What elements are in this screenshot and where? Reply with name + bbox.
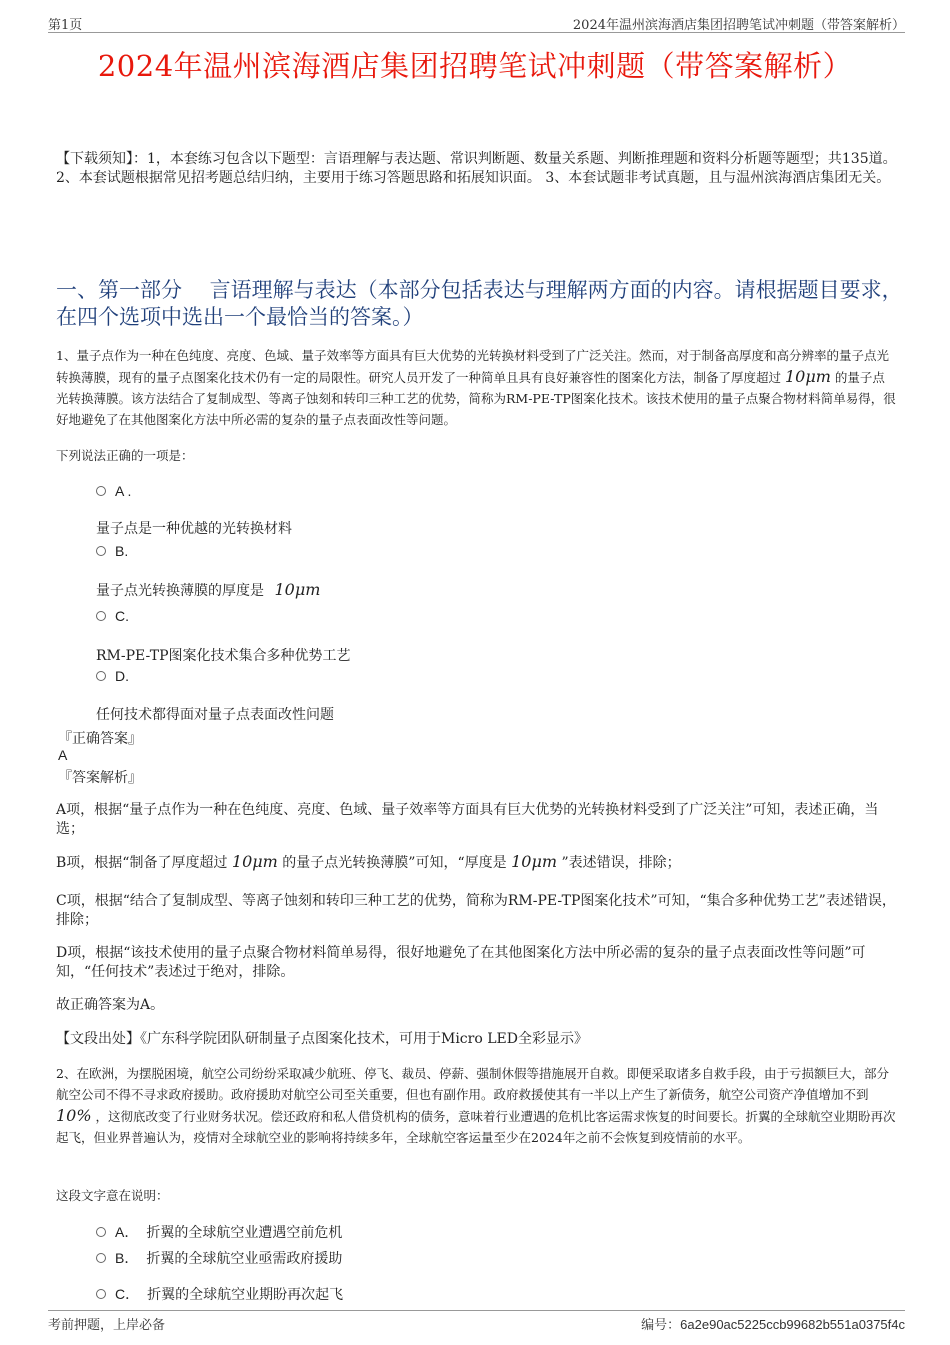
option-c-text: RM-PE-TP图案化技术集合多种优势工艺 bbox=[96, 648, 351, 664]
footer-code: 编号：6a2e90ac5225ccb99682b551a0375f4c bbox=[641, 1317, 905, 1333]
option-a[interactable]: A . bbox=[96, 483, 131, 499]
question-1-stem: 1、量子点作为一种在色纯度、亮度、色域、量子效率等方面具有巨大优势的光转换材料受到了广泛关注。然而，对于制备高厚度和高分辨率的量子点光转换薄膜，现有的量子点图案化技术仍有一定的局限性。研究人员开发了一种简单且具有良好兼容性的图案化方法，制备了厚度超过 10μm 的量子点光转换薄膜。该方法结合了复制成型、等离子蚀刻和转印三种工艺的优势，简称为RM-PE-TP图案化技术。该技术使用的量子点聚合物材料简单易得，很好地避免了在其他图案化方法中所必需的复杂的量子点表面改性等问题。 bbox=[56, 348, 896, 427]
radio-icon[interactable] bbox=[96, 486, 106, 496]
analysis-d: D项，根据“该技术使用的量子点聚合物材料简单易得，很好地避免了在其他图案化方法中所必需的复杂的量子点表面改性等问题”可知，“任何技术”表述过于绝对，排除。 bbox=[56, 945, 866, 980]
answer-label: 『正确答案』 bbox=[58, 731, 142, 747]
option-d[interactable]: D. bbox=[96, 668, 129, 684]
question-2-prompt: 这段文字意在说明： bbox=[56, 1188, 169, 1203]
header-rule bbox=[48, 32, 905, 33]
page-number: 第1页 bbox=[48, 18, 83, 33]
math-10um: 10μm bbox=[785, 367, 831, 386]
source: 【文段出处】《广东科学院团队研制量子点图案化技术，可用于Micro LED全彩显示》 bbox=[56, 1031, 588, 1047]
q2-option-b[interactable]: B． 折翼的全球航空业亟需政府援助 bbox=[96, 1248, 342, 1268]
radio-icon[interactable] bbox=[96, 1227, 106, 1237]
q2-option-c[interactable]: C． 折翼的全球航空业期盼再次起飞 bbox=[96, 1284, 343, 1304]
math-10um: 10μm bbox=[274, 580, 321, 599]
section-heading: 一、第一部分 言语理解与表达（本部分包括表达与理解两方面的内容。请根据题目要求，在四个选项中选出一个最恰当的答案。） bbox=[56, 278, 903, 329]
option-a-text: 量子点是一种优越的光转换材料 bbox=[96, 521, 292, 537]
answer-value: A bbox=[58, 747, 68, 763]
option-d-text: 任何技术都得面对量子点表面改性问题 bbox=[96, 707, 334, 723]
analysis-b: B项，根据“制备了厚度超过 10μm 的量子点光转换薄膜”可知，“厚度是 10μm ”表述错误，排除； bbox=[56, 852, 681, 871]
radio-icon[interactable] bbox=[96, 671, 106, 681]
question-1-prompt: 下列说法正确的一项是： bbox=[56, 448, 194, 463]
analysis-a: A项，根据“量子点作为一种在色纯度、亮度、色域、量子效率等方面具有巨大优势的光转换材料受到了广泛关注”可知，表述正确，当选； bbox=[56, 802, 879, 837]
footer-slogan: 考前押题，上岸必备 bbox=[48, 1318, 166, 1333]
page-title: 2024年温州滨海酒店集团招聘笔试冲刺题（带答案解析） bbox=[97, 49, 853, 83]
q2-option-a[interactable]: A． 折翼的全球航空业遭遇空前危机 bbox=[96, 1222, 342, 1242]
option-b[interactable]: B. bbox=[96, 543, 128, 559]
download-notice: 【下载须知】：1，本套练习包含以下题型：言语理解与表达题、常识判断题、数量关系题、判断推理题和资料分析题等题型；共135道。 2、本套试题根据常见招考题总结归纳，主要用于练习答题思路和拓展知识面。 3、本套试题非考试真题，且与温州滨海酒店集团无关。 bbox=[56, 151, 897, 186]
option-c[interactable]: C. bbox=[96, 608, 129, 624]
question-2-stem: 2、在欧洲，为摆脱困境，航空公司纷纷采取减少航班、停飞、裁员、停薪、强制休假等措施展开自救。即便采取诸多自救手段，由于亏损额巨大，部分航空公司不得不寻求政府援助。政府援助对航空公司至关重要，但也有副作用。政府救援使其有一半以上产生了新债务，航空公司资产净值增加不到 10% ，这彻底改变了行业财务状况。偿还政府和私人借贷机构的债务，意味着行业遭遇的危机比客运需求恢复的时间要长。折翼的全球航空业期盼再次起飞，但业界普遍认为，疫情对全球航空业的影响将持续多年，全球航空客运量至少在2024年之前不会恢复到疫情前的水平。 bbox=[56, 1066, 896, 1145]
header-doc-title: 2024年温州滨海酒店集团招聘笔试冲刺题（带答案解析） bbox=[572, 18, 905, 33]
footer-rule bbox=[48, 1310, 905, 1311]
radio-icon[interactable] bbox=[96, 611, 106, 621]
analysis-c: C项，根据“结合了复制成型、等离子蚀刻和转印三种工艺的优势，简称为RM-PE-TP图案化技术”可知，“集合多种优势工艺”表述错误，排除； bbox=[56, 893, 896, 928]
radio-icon[interactable] bbox=[96, 546, 106, 556]
math-10pct: 10% bbox=[56, 1106, 92, 1125]
option-b-text: 量子点光转换薄膜的厚度是 10μm bbox=[96, 580, 321, 599]
analysis-label: 『答案解析』 bbox=[58, 770, 142, 786]
conclusion: 故正确答案为A。 bbox=[56, 997, 165, 1013]
radio-icon[interactable] bbox=[96, 1289, 106, 1299]
radio-icon[interactable] bbox=[96, 1253, 106, 1263]
